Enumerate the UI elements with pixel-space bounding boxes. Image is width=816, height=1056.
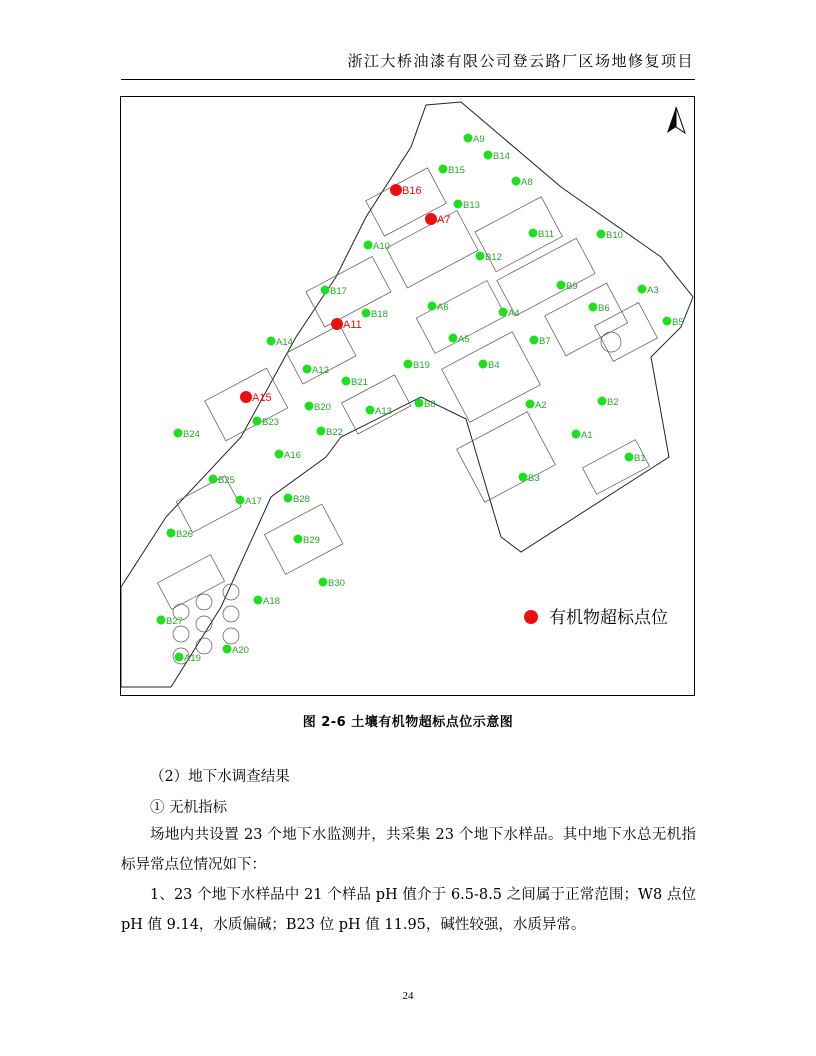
- sampling-point-b4-marker: [479, 360, 488, 369]
- subsection-heading: ① 无机指标: [150, 800, 228, 816]
- sampling-point-b9-marker: [557, 281, 566, 290]
- sampling-point-a7-marker: [425, 213, 437, 225]
- sampling-point-b4-label: B4: [488, 360, 500, 371]
- sampling-point-b17-marker: [321, 286, 330, 295]
- sampling-point-b27-marker: [157, 616, 166, 625]
- sampling-point-a2-label: A2: [535, 400, 547, 411]
- sampling-point-b24-marker: [174, 429, 183, 438]
- sampling-point-a5-label: A5: [458, 334, 470, 345]
- sampling-point-b27-label: B27: [166, 616, 183, 627]
- sampling-point-b22-marker: [317, 427, 326, 436]
- sampling-point-b10-label: B10: [606, 230, 623, 241]
- sampling-point-a6-label: A6: [437, 302, 449, 313]
- sampling-point-a19-label: A19: [184, 653, 201, 664]
- header-title: 浙江大桥油漆有限公司登云路厂区场地修复项目: [347, 52, 694, 70]
- sampling-point-a7-label: A7: [437, 214, 451, 226]
- sampling-point-b20-label: B20: [314, 402, 331, 413]
- sampling-point-a12-label: A12: [312, 365, 329, 376]
- sampling-point-b29-marker: [294, 535, 303, 544]
- sampling-point-b18-marker: [362, 309, 371, 318]
- sampling-point-b3-label: B3: [528, 473, 540, 484]
- sampling-point-a16-marker: [275, 450, 284, 459]
- site-map-figure: [120, 96, 695, 696]
- sampling-point-a9-marker: [464, 134, 473, 143]
- sampling-point-a16-label: A16: [284, 450, 301, 461]
- sampling-point-a17-marker: [236, 496, 245, 505]
- sampling-point-b24-label: B24: [183, 429, 200, 440]
- sampling-point-b29-label: B29: [303, 535, 320, 546]
- sampling-point-a4-marker: [499, 308, 508, 317]
- body-paragraphs: [121, 820, 696, 940]
- sampling-point-b21-label: B21: [351, 377, 368, 388]
- legend-marker: [524, 610, 538, 624]
- sampling-point-b2-marker: [598, 397, 607, 406]
- sampling-point-b2-label: B2: [607, 397, 619, 408]
- sampling-point-a4-label: A4: [508, 308, 520, 319]
- north-arrow: [667, 107, 685, 133]
- sampling-point-a14-label: A14: [276, 337, 293, 348]
- sampling-point-b16-marker: [390, 184, 402, 196]
- sampling-point-b6-marker: [589, 303, 598, 312]
- sampling-point-a18-marker: [254, 596, 263, 605]
- sampling-point-a18-label: A18: [263, 596, 280, 607]
- sampling-point-b1-label: B1: [634, 453, 646, 464]
- sampling-point-b10-marker: [597, 230, 606, 239]
- sampling-point-b16-label: B16: [402, 185, 422, 197]
- sampling-point-b11-marker: [529, 229, 538, 238]
- sampling-point-b1-marker: [625, 453, 634, 462]
- sampling-point-a8-label: A8: [521, 177, 533, 188]
- sampling-point-b23-label: B23: [262, 417, 279, 428]
- sampling-point-b9-label: B9: [566, 281, 578, 292]
- sampling-point-b26-label: B26: [176, 529, 193, 540]
- sampling-point-a8-marker: [512, 177, 521, 186]
- sampling-point-b11-label: B11: [538, 229, 555, 240]
- sampling-point-b8-marker: [415, 399, 424, 408]
- sampling-point-b25-marker: [209, 475, 218, 484]
- legend-label: 有机物超标点位: [549, 608, 668, 628]
- sampling-point-b20-marker: [305, 402, 314, 411]
- paragraph: 场地内共设置 23 个地下水监测井，共采集 23 个地下水样品。其中地下水总无机指标异常点位情况如下：: [121, 827, 696, 873]
- sampling-point-b26-marker: [167, 529, 176, 538]
- sampling-point-a3-label: A3: [647, 285, 659, 296]
- sampling-point-b18-label: B18: [371, 309, 388, 320]
- sampling-point-b28-label: B28: [293, 494, 310, 505]
- sampling-point-b30-marker: [319, 578, 328, 587]
- sampling-point-b5-label: B5: [672, 317, 684, 328]
- sampling-point-a15-label: A15: [252, 392, 272, 404]
- sampling-point-a13-label: A13: [375, 406, 392, 417]
- sampling-point-b22-label: B22: [326, 427, 343, 438]
- sampling-point-b19-marker: [404, 360, 413, 369]
- sampling-point-b7-marker: [530, 336, 539, 345]
- sampling-point-a10-marker: [364, 241, 373, 250]
- sampling-point-b13-marker: [454, 200, 463, 209]
- sampling-point-b12-marker: [476, 252, 485, 261]
- sampling-point-a9-label: A9: [473, 134, 485, 145]
- sampling-point-a15-marker: [240, 391, 252, 403]
- sampling-point-b17-label: B17: [330, 286, 347, 297]
- sampling-point-a14-marker: [267, 337, 276, 346]
- sampling-point-b15-label: B15: [448, 165, 465, 176]
- sampling-point-a20-marker: [223, 645, 232, 654]
- sampling-point-a11-marker: [331, 318, 343, 330]
- sampling-point-b15-marker: [439, 165, 448, 174]
- paragraph: 1、23 个地下水样品中 21 个样品 pH 值介于 6.5-8.5 之间属于正常范围；W8 点位 pH 值 9.14，水质偏碱；B23 位 pH 值 11.95，碱性较强，水质异常。: [121, 887, 696, 933]
- sampling-point-a20-label: A20: [232, 645, 249, 656]
- sampling-point-b23-marker: [253, 417, 262, 426]
- sampling-point-b13-label: B13: [463, 200, 480, 211]
- sampling-point-b12-label: B12: [485, 252, 502, 263]
- sampling-point-a2-marker: [526, 400, 535, 409]
- site-map: [121, 97, 695, 696]
- sampling-point-b25-label: B25: [218, 475, 235, 486]
- sampling-point-b19-label: B19: [413, 360, 430, 371]
- sampling-point-a10-label: A10: [373, 241, 390, 252]
- sampling-point-b30-label: B30: [328, 578, 345, 589]
- sampling-point-b28-marker: [284, 494, 293, 503]
- sampling-point-a5-marker: [449, 334, 458, 343]
- sampling-points: [157, 134, 684, 665]
- sampling-point-b5-marker: [663, 317, 672, 326]
- sampling-point-a11-label: A11: [343, 319, 362, 331]
- sampling-point-b14-marker: [484, 151, 493, 160]
- sampling-point-b21-marker: [342, 377, 351, 386]
- building-outlines: [157, 168, 657, 664]
- sampling-point-a6-marker: [428, 302, 437, 311]
- sampling-point-b14-label: B14: [493, 151, 510, 162]
- sampling-point-b6-label: B6: [598, 303, 610, 314]
- sampling-point-b3-marker: [519, 473, 528, 482]
- sampling-point-a3-marker: [638, 285, 647, 294]
- page-number: 24: [402, 990, 414, 1002]
- sampling-point-b7-label: B7: [539, 336, 551, 347]
- sampling-point-a19-marker: [175, 653, 184, 662]
- sampling-point-a1-label: A1: [581, 430, 593, 441]
- figure-caption: 图 2-6 土壤有机物超标点位示意图: [302, 715, 514, 730]
- header-divider: [121, 79, 695, 80]
- section-heading: （2）地下水调查结果: [150, 769, 290, 785]
- sampling-point-a13-marker: [366, 406, 375, 415]
- sampling-point-b8-label: B8: [424, 399, 436, 410]
- sampling-point-a12-marker: [303, 365, 312, 374]
- legend: [524, 607, 668, 628]
- sampling-point-a17-label: A17: [245, 496, 262, 507]
- sampling-point-a1-marker: [572, 430, 581, 439]
